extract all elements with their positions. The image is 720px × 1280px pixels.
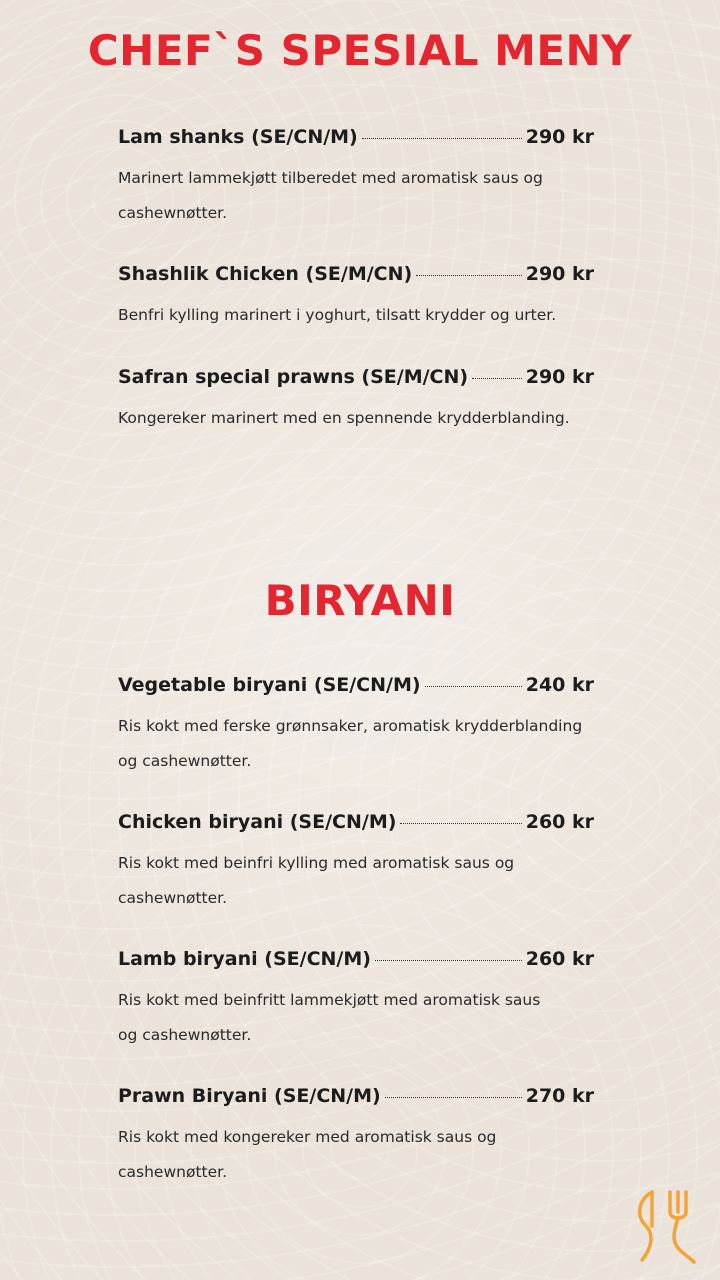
menu-item-name: Lamb biryani (SE/CN/M) xyxy=(118,948,371,970)
menu-item-name: Vegetable biryani (SE/CN/M) xyxy=(118,674,421,696)
description-line: Ris kokt med ferske grønnsaker, aromatisk krydderblanding xyxy=(118,717,583,735)
menu-item-price: 290 kr xyxy=(525,263,594,285)
menu-item xyxy=(118,126,594,231)
dot-leader xyxy=(362,138,522,139)
menu-item-name: Chicken biryani (SE/CN/M) xyxy=(118,811,397,833)
menu-item-price: 260 kr xyxy=(525,948,594,970)
dot-leader xyxy=(400,823,521,824)
description-line: og cashewnøtter. xyxy=(118,1026,252,1044)
menu-item-header xyxy=(118,263,594,293)
menu-item-description xyxy=(118,161,594,231)
menu-item-header xyxy=(118,366,594,396)
menu-item xyxy=(118,263,594,333)
menu-item-price: 240 kr xyxy=(525,674,594,696)
description-line: Ris kokt med beinfri kylling med aromatisk saus og xyxy=(118,854,515,872)
menu-item-description xyxy=(118,401,594,436)
menu-item xyxy=(118,674,594,779)
dot-leader xyxy=(416,275,522,276)
description-line: Ris kokt med beinfritt lammekjøtt med aromatisk saus xyxy=(118,991,541,1009)
description-line: cashewnøtter. xyxy=(118,1163,228,1181)
menu-item-description xyxy=(118,846,594,916)
menu-item-name: Safran special prawns (SE/M/CN) xyxy=(118,366,469,388)
section-title-chef: CHEF`S SPESIAL MENY xyxy=(87,26,633,75)
menu-item-price: 290 kr xyxy=(525,126,594,148)
menu-item-header xyxy=(118,126,594,156)
dot-leader xyxy=(425,686,522,687)
dot-leader xyxy=(375,960,522,961)
menu-item-description xyxy=(118,298,594,333)
description-line: Benfri kylling marinert i yoghurt, tilsatt krydder og urter. xyxy=(118,306,557,324)
menu-item xyxy=(118,1085,594,1190)
menu-item xyxy=(118,948,594,1053)
fork-knife-logo-icon xyxy=(630,1186,700,1266)
menu-item-name: Shashlik Chicken (SE/M/CN) xyxy=(118,263,413,285)
menu-item-price: 270 kr xyxy=(525,1085,594,1107)
menu-item-header xyxy=(118,1085,594,1115)
menu-item-price: 290 kr xyxy=(525,366,594,388)
menu-item xyxy=(118,811,594,916)
dot-leader xyxy=(385,1097,522,1098)
menu-item xyxy=(118,366,594,436)
menu-item-name: Prawn Biryani (SE/CN/M) xyxy=(118,1085,381,1107)
description-line: cashewnøtter. xyxy=(118,889,228,907)
description-line: Ris kokt med kongereker med aromatisk saus og xyxy=(118,1128,497,1146)
description-line: Kongereker marinert med en spennende krydderblanding. xyxy=(118,409,570,427)
menu-item-header xyxy=(118,811,594,841)
menu-item-header xyxy=(118,674,594,704)
dot-leader xyxy=(472,378,522,379)
menu-item-price: 260 kr xyxy=(525,811,594,833)
description-line: Marinert lammekjøtt tilberedet med aromatisk saus og xyxy=(118,169,543,187)
description-line: og cashewnøtter. xyxy=(118,752,252,770)
menu-item-description xyxy=(118,983,594,1053)
menu-item-description xyxy=(118,709,594,779)
description-line: cashewnøtter. xyxy=(118,204,228,222)
menu-item-name: Lam shanks (SE/CN/M) xyxy=(118,126,358,148)
section-title-biryani: BIRYANI xyxy=(264,576,456,625)
menu-item-header xyxy=(118,948,594,978)
menu-item-description xyxy=(118,1120,594,1190)
